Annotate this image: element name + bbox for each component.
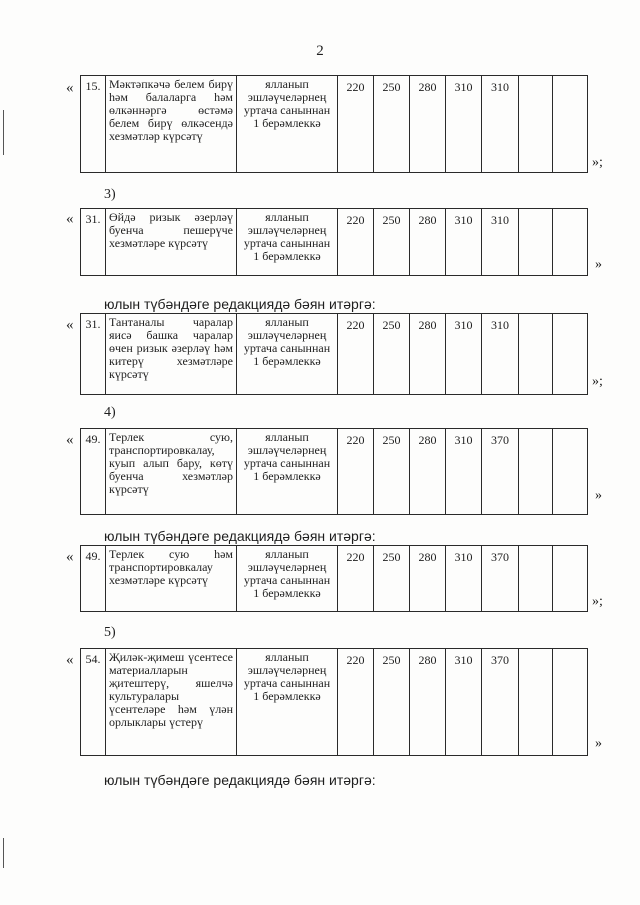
value-cell: 370 [482,546,519,612]
tariff-row-table [80,313,588,395]
tariff-row-table [80,428,588,515]
value-cell: 280 [410,314,446,395]
value-cell [553,546,588,612]
unit-of-measure: ялланып эшләүчеләрнең уртача саныннан 1 берәмлеккә [237,209,338,276]
value-cell: 250 [374,314,410,395]
value-cell: 310 [446,429,482,515]
item-number-label: 4) [104,405,116,420]
closing-quote: »; [592,155,603,170]
row-number: 54. [81,649,106,756]
row-number: 31. [81,314,106,395]
tariff-row-table [80,208,588,276]
closing-quote: » [595,488,602,503]
value-cell [519,76,553,173]
redaction-instruction: юлын түбәндәге редакциядә бәян итәргә: [104,528,376,544]
closing-quote: » [595,257,602,272]
activity-name: Җиләк-җимеш үсентесе материалларын җитештерү, яшелчә культуралары үсентеләре һәм үлән орлыклары үстерү [106,649,237,756]
closing-quote: »; [592,594,603,609]
value-cell: 310 [446,209,482,276]
value-cell: 310 [446,546,482,612]
value-cell [553,314,588,395]
value-cell: 250 [374,76,410,173]
value-cell: 310 [482,76,519,173]
value-cell [519,314,553,395]
value-cell: 250 [374,649,410,756]
unit-of-measure: ялланып эшләүчеләрнең уртача саныннан 1 берәмлеккә [237,429,338,515]
value-cell: 220 [338,76,374,173]
value-cell: 220 [338,429,374,515]
value-cell: 280 [410,546,446,612]
value-cell: 310 [482,314,519,395]
tariff-row-table [80,75,588,173]
unit-of-measure: ялланып эшләүчеләрнең уртача саныннан 1 берәмлеккә [237,76,338,173]
closing-quote: » [595,736,602,751]
row-number: 31. [81,209,106,276]
opening-quote: « [66,80,74,96]
closing-quote: »; [592,374,603,389]
value-cell: 220 [338,209,374,276]
value-cell [553,209,588,276]
value-cell: 220 [338,314,374,395]
item-number-label: 3) [104,187,116,202]
tariff-row-table [80,648,588,756]
activity-name: Мәктәпкәчә белем бирү һәм балаларга һәм өлкәннәргә өстәмә белем бирү өлкәсендә хезмәтләр күрсәтү [106,76,237,173]
opening-quote: « [66,652,74,668]
value-cell: 250 [374,429,410,515]
value-cell: 310 [482,209,519,276]
unit-of-measure: ялланып эшләүчеләрнең уртача саныннан 1 берәмлеккә [237,649,338,756]
scan-edge-line [3,838,4,868]
row-number: 15. [81,76,106,173]
value-cell [553,429,588,515]
value-cell: 280 [410,429,446,515]
value-cell: 220 [338,649,374,756]
value-cell: 280 [410,209,446,276]
value-cell: 280 [410,76,446,173]
page-number: 2 [316,43,324,59]
value-cell: 370 [482,429,519,515]
opening-quote: « [66,432,74,448]
redaction-instruction: юлын түбәндәге редакциядә бәян итәргә: [104,772,376,788]
row-number: 49. [81,546,106,612]
value-cell: 310 [446,314,482,395]
activity-name: Тантаналы чаралар яисә башка чаралар өчен ризык әзерләү һәм китерү хезмәтләре күрсәтү [106,314,237,395]
value-cell: 250 [374,209,410,276]
opening-quote: « [66,549,74,565]
value-cell [553,76,588,173]
activity-name: Терлек сую, транспортировкалау, куып алып бару, көтү буенча хезмәтләр күрсәтү [106,429,237,515]
unit-of-measure: ялланып эшләүчеләрнең уртача саныннан 1 берәмлеккә [237,314,338,395]
value-cell: 310 [446,649,482,756]
tariff-row-table [80,545,588,612]
value-cell: 280 [410,649,446,756]
value-cell: 370 [482,649,519,756]
scan-edge-line [3,110,4,155]
value-cell: 250 [374,546,410,612]
value-cell [519,649,553,756]
opening-quote: « [66,211,74,227]
value-cell: 310 [446,76,482,173]
row-number: 49. [81,429,106,515]
opening-quote: « [66,317,74,333]
unit-of-measure: ялланып эшләүчеләрнең уртача саныннан 1 берәмлеккә [237,546,338,612]
value-cell [519,209,553,276]
activity-name: Өйдә ризык әзерләү буенча пешерүче хезмәтләре күрсәтү [106,209,237,276]
item-number-label: 5) [104,625,116,640]
value-cell: 220 [338,546,374,612]
value-cell [519,429,553,515]
value-cell [519,546,553,612]
redaction-instruction: юлын түбәндәге редакциядә бәян итәргә: [104,296,376,312]
activity-name: Терлек сую һәм транспортировкалау хезмәтләре күрсәтү [106,546,237,612]
value-cell [553,649,588,756]
